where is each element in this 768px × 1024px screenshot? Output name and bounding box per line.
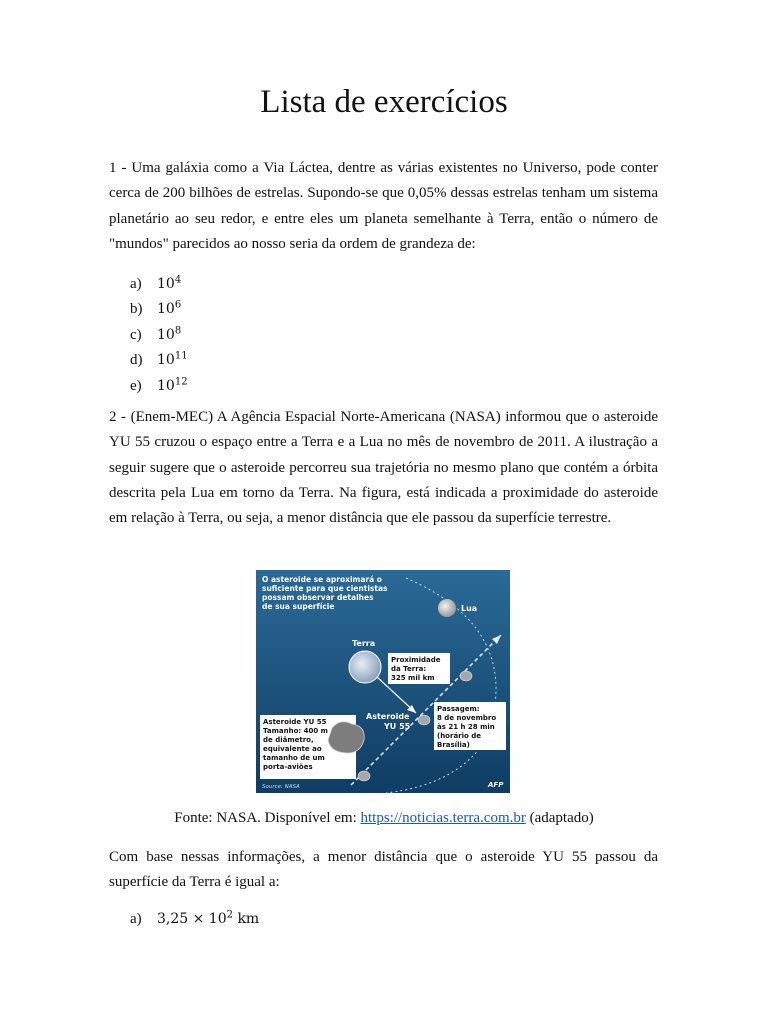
size-text: tamanho de um [263, 754, 325, 762]
proximity-text: da Terra: [391, 665, 427, 673]
option-value: $10^4$ [157, 274, 182, 292]
size-text: Tamanho: 400 m [263, 727, 328, 735]
caption-prefix: Fonte: NASA. Disponível em: [174, 810, 361, 826]
question-2-text: 2 - (Enem-MEC) A Agência Espacial Norte-Americana (NASA) informou que o asteroide YU 55 cruzou o espaço entre a Terra e a Lua no mês de novembro de 2011. A ilustração a seguir sugere que o asteroide percorreu sua trajetória no mesmo plano que contém a órbita descrita pela Lua em torno da Terra. Na figura, está indicada a proximidade do asteroide em relação à Terra, ou seja, a menor distância que ele passou da superfície terrestre. [109, 409, 658, 527]
option-item [130, 267, 188, 293]
page-title: Lista de exercícios [260, 84, 508, 120]
option-letter: e) [130, 377, 142, 394]
size-text: equivalente ao [263, 745, 322, 753]
option-value: $10^{12}$ [157, 376, 188, 394]
passage-text: Brasília) [437, 741, 470, 749]
passage-text: 8 de novembro [437, 714, 497, 722]
option-item [130, 318, 188, 344]
size-text: Asteroide YU 55 [263, 718, 327, 726]
size-text: de diâmetro, [263, 736, 314, 744]
option-value: $10^6$ [157, 299, 182, 318]
question-1-options [130, 267, 188, 395]
question-1-text: 1 - Uma galáxia como a Via Láctea, dentre as várias existentes no Universo, pode conter cerca de 200 bilhões de estrelas. Supondo-se que 0,05% dessas estrelas tenham um sistema planetário ao seu redor, e entre eles um planeta semelhante à Terra, então o número de "mundos" parecidos ao nosso seria da ordem de grandeza de: [109, 160, 658, 252]
passage-text: Passagem: [437, 705, 480, 713]
passage-text: (horário de [437, 732, 482, 740]
caption-suffix: (adaptado) [525, 810, 594, 826]
agency-logo: AFP [488, 781, 504, 789]
asteroid-marker [358, 771, 370, 781]
proximity-text: Proximidade [391, 656, 441, 664]
option-item [130, 344, 188, 370]
earth-icon [349, 651, 381, 683]
figure-header-line: possam observar detalhes [262, 593, 374, 602]
option-item [130, 369, 188, 395]
question-2-prompt: Com base nessas informações, a menor distância que o asteroide YU 55 passou da superfície da Terra é igual a: [109, 849, 658, 891]
option-item [130, 293, 188, 319]
asteroid-marker [460, 671, 472, 681]
asteroid-figure [256, 570, 510, 793]
option-item [130, 902, 259, 928]
option-letter: d) [130, 352, 143, 369]
option-value: $10^8$ [157, 325, 182, 343]
question-2-options [130, 902, 259, 928]
source-link[interactable]: https://noticias.terra.com.br [360, 810, 526, 826]
option-value: $3,25 \times 10^2$ km [157, 909, 260, 927]
figure-source: Source: NASA [262, 784, 300, 790]
option-letter: b) [130, 301, 143, 318]
asteroid-label: YU 55 [384, 722, 411, 731]
option-letter: a) [130, 910, 142, 927]
asteroid-marker [418, 715, 430, 725]
passage-text: às 21 h 28 min [437, 723, 495, 731]
figure-header-line: O asteroide se aproximará o [262, 575, 382, 584]
option-value: $10^{11}$ [157, 350, 188, 369]
moon-label: Lua [461, 604, 478, 613]
asteroid-label: Asteroide [366, 712, 410, 721]
option-letter: c) [130, 326, 142, 343]
moon-icon [438, 599, 456, 617]
figure-header-line: de sua superfície [262, 602, 335, 611]
option-letter: a) [130, 275, 142, 292]
proximity-text: 325 mil km [391, 674, 435, 682]
size-text: porta-aviões [263, 763, 313, 771]
figure-caption [0, 810, 768, 827]
figure-header-line: suficiente para que cientistas [262, 584, 388, 593]
asteroid-icon [328, 722, 364, 753]
earth-label: Terra [352, 639, 376, 648]
